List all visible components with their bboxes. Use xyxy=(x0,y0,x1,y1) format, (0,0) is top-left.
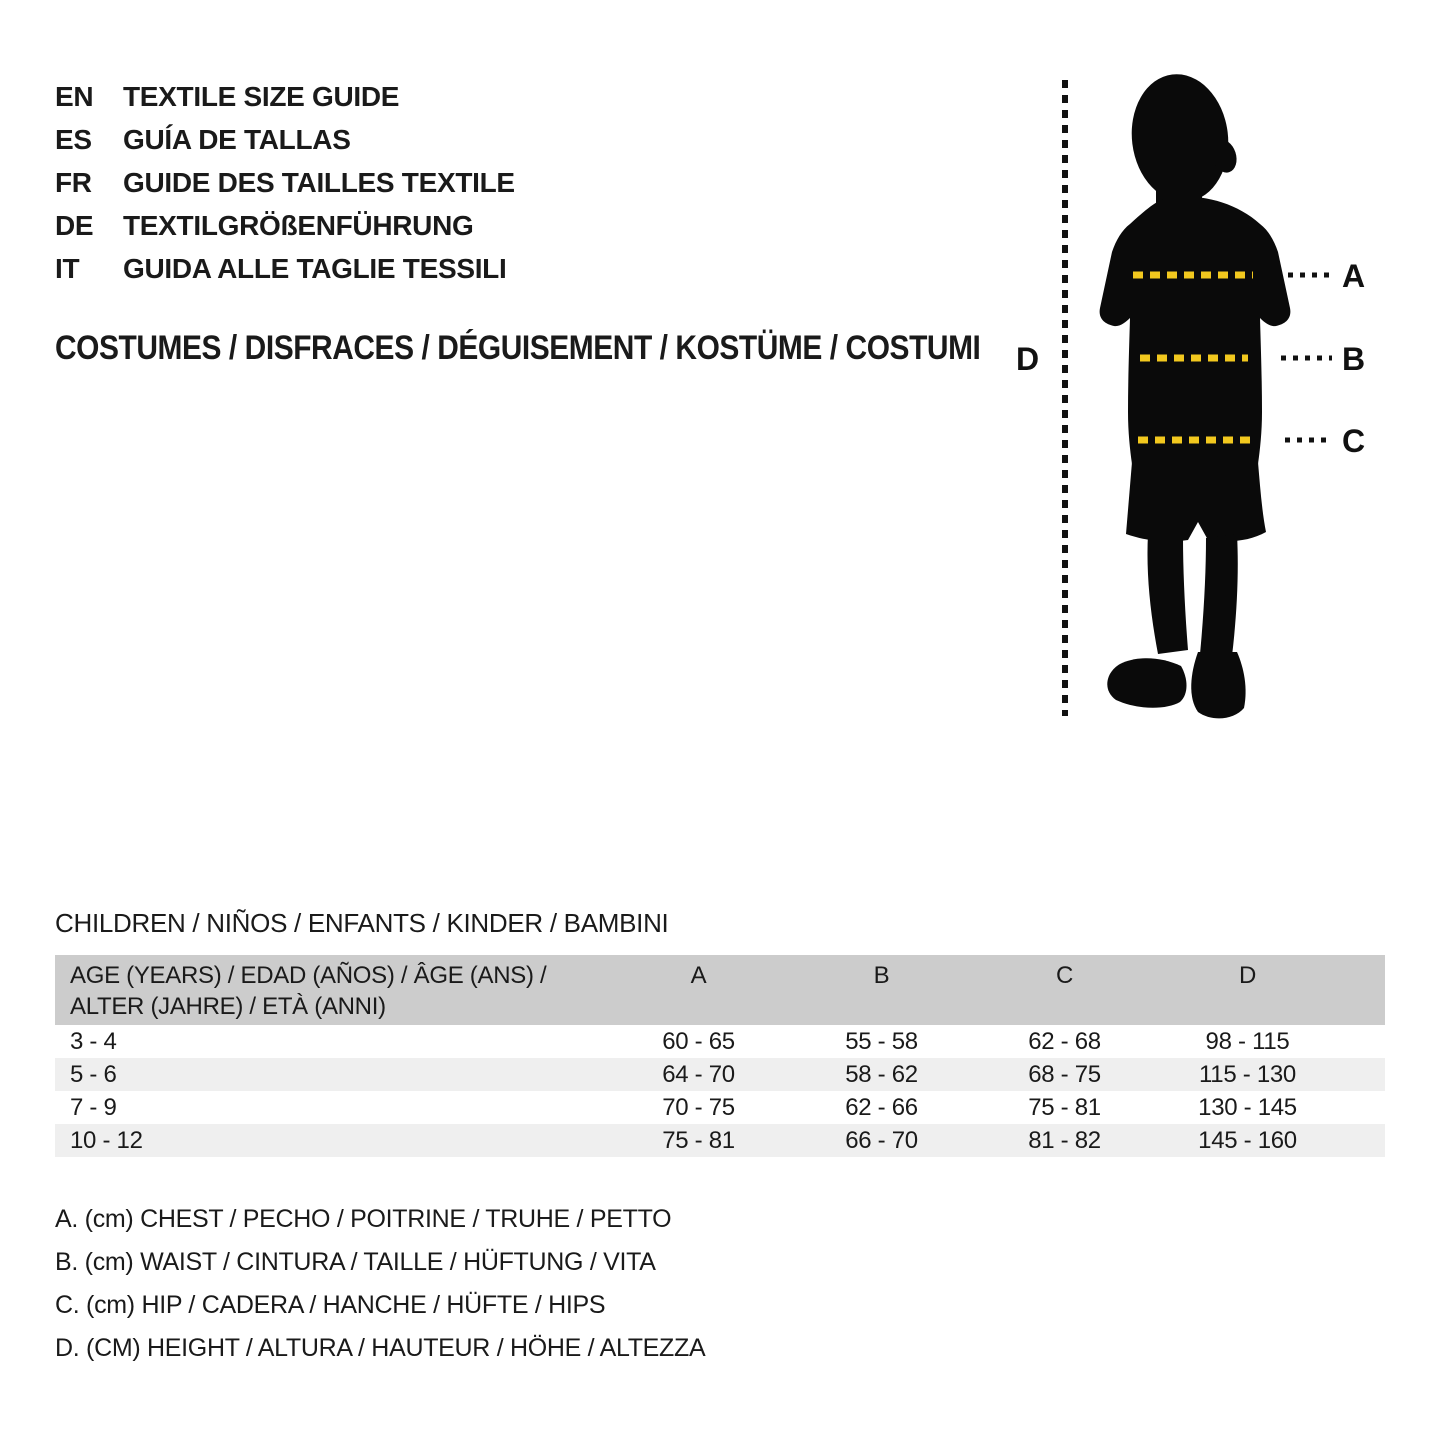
language-code: EN xyxy=(55,81,94,112)
age-header-line1: AGE (YEARS) / EDAD (AÑOS) / ÂGE (ANS) / xyxy=(70,962,547,989)
language-title: TEXTILGRÖßENFÜHRUNG xyxy=(123,210,474,241)
diagram-label-d: D xyxy=(1016,341,1039,377)
age-cell: 5 - 6 xyxy=(70,1061,117,1088)
height-cell: 98 - 115 xyxy=(1205,1028,1290,1055)
chest-cell: 64 - 70 xyxy=(662,1061,735,1088)
category-title: COSTUMES / DISFRACES / DÉGUISEMENT / KOSTÜME / COSTUMI xyxy=(55,329,981,367)
language-title: GUIDE DES TAILLES TEXTILE xyxy=(123,167,515,198)
language-row-de xyxy=(55,204,515,247)
measurement-legend xyxy=(55,1198,705,1370)
chest-cell: 60 - 65 xyxy=(662,1028,735,1055)
table-row xyxy=(55,1091,1385,1124)
language-title-list xyxy=(55,75,515,290)
height-cell: 145 - 160 xyxy=(1198,1127,1297,1154)
hip-cell: 62 - 68 xyxy=(1028,1028,1101,1055)
table-row xyxy=(55,1025,1385,1058)
legend-line-chest: A. (cm) CHEST / PECHO / POITRINE / TRUHE / PETTO xyxy=(55,1205,672,1233)
language-title: TEXTILE SIZE GUIDE xyxy=(123,81,400,112)
section-title-children: CHILDREN / NIÑOS / ENFANTS / KINDER / BAMBINI xyxy=(55,908,669,938)
children-size-table xyxy=(55,955,1385,1157)
language-code: FR xyxy=(55,167,92,198)
language-title: GUIDA ALLE TAGLIE TESSILI xyxy=(123,253,507,284)
legend-line-height: D. (CM) HEIGHT / ALTURA / HAUTEUR / HÖHE / ALTEZZA xyxy=(55,1334,706,1362)
language-row-fr xyxy=(55,161,515,204)
column-header-b: B xyxy=(873,962,890,989)
language-row-en xyxy=(55,75,515,118)
language-code: IT xyxy=(55,253,80,284)
age-column-header xyxy=(55,960,607,1022)
height-cell: 130 - 145 xyxy=(1198,1094,1297,1121)
language-row-es xyxy=(55,118,515,161)
column-header-a: A xyxy=(690,962,707,989)
language-row-it xyxy=(55,247,515,290)
table-row xyxy=(55,1124,1385,1157)
table-row xyxy=(55,1058,1385,1091)
height-cell: 115 - 130 xyxy=(1199,1061,1296,1088)
age-cell: 7 - 9 xyxy=(70,1094,117,1121)
chest-cell: 75 - 81 xyxy=(662,1127,735,1154)
waist-cell: 55 - 58 xyxy=(845,1028,918,1055)
hip-cell: 75 - 81 xyxy=(1028,1094,1101,1121)
hip-cell: 81 - 82 xyxy=(1028,1127,1101,1154)
column-header-d: D xyxy=(1238,962,1257,989)
legend-line-hip: C. (cm) HIP / CADERA / HANCHE / HÜFTE / HIPS xyxy=(55,1291,606,1319)
child-silhouette xyxy=(1100,69,1291,719)
legend-line-waist: B. (cm) WAIST / CINTURA / TAILLE / HÜFTUNG / VITA xyxy=(55,1248,656,1276)
diagram-label-a: A xyxy=(1342,258,1365,294)
diagram-label-b: B xyxy=(1342,341,1365,377)
age-cell: 3 - 4 xyxy=(70,1028,117,1055)
measurement-diagram xyxy=(1000,60,1445,730)
language-code: ES xyxy=(55,124,92,155)
waist-cell: 58 - 62 xyxy=(845,1061,918,1088)
table-header-row xyxy=(55,955,1385,1025)
waist-cell: 62 - 66 xyxy=(845,1094,918,1121)
language-title: GUÍA DE TALLAS xyxy=(123,124,351,155)
waist-cell: 66 - 70 xyxy=(845,1127,918,1154)
chest-cell: 70 - 75 xyxy=(662,1094,735,1121)
hip-cell: 68 - 75 xyxy=(1028,1061,1101,1088)
column-header-c: C xyxy=(1055,962,1074,989)
diagram-label-c: C xyxy=(1342,423,1365,459)
age-header-line2: ALTER (JAHRE) / ETÀ (ANNI) xyxy=(70,993,386,1020)
age-cell: 10 - 12 xyxy=(70,1127,143,1154)
language-code: DE xyxy=(55,210,94,241)
